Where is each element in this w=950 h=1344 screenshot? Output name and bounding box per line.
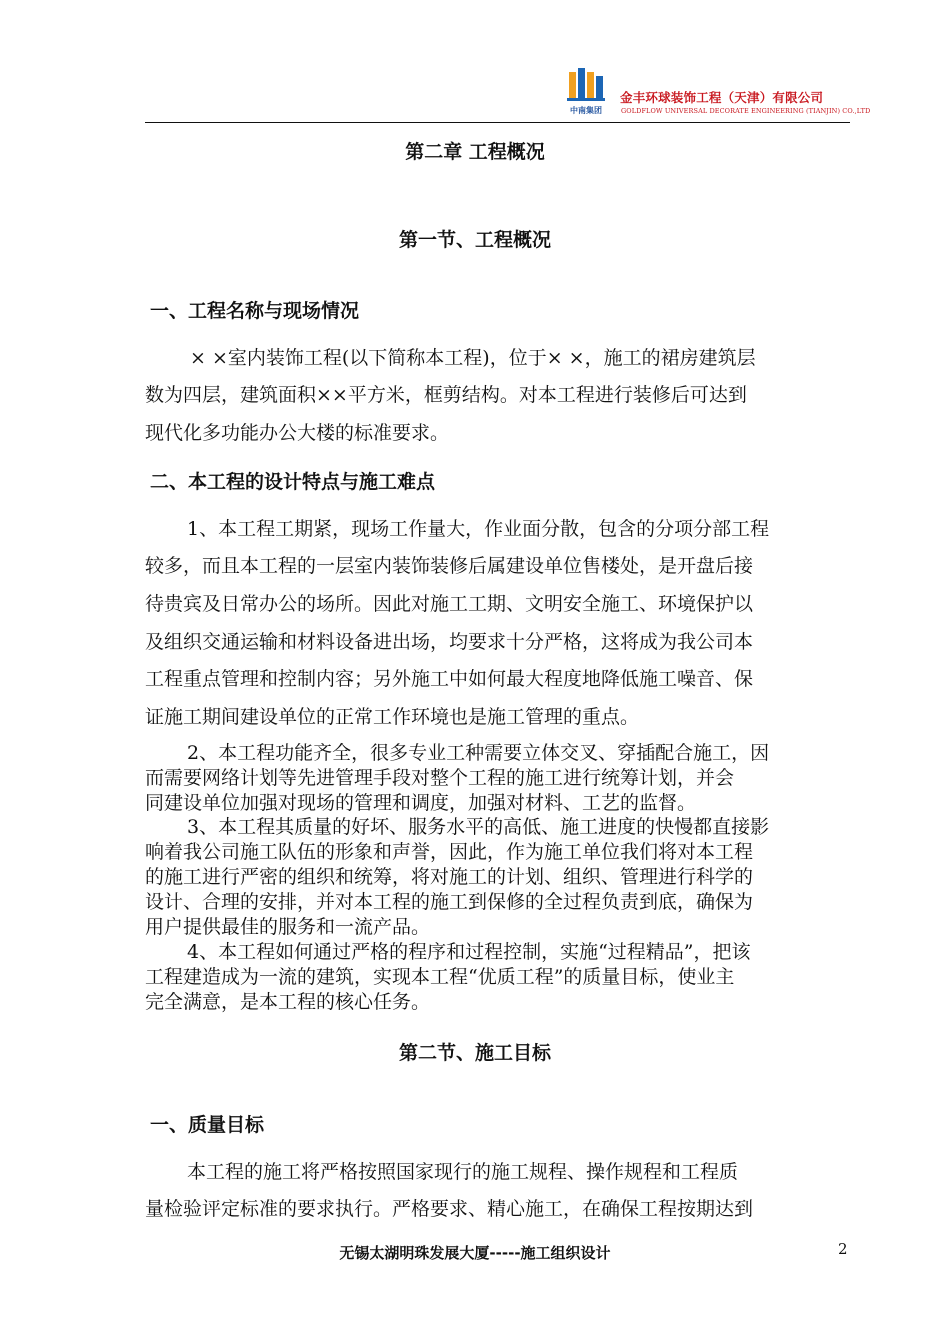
header-divider [145, 122, 850, 123]
chapter-title: 第二章 工程概况 [405, 141, 545, 163]
logo-label: 中南集团 [570, 106, 602, 115]
paragraph-line: 工程建造成为一流的建筑，实现本工程“优质工程”的质量目标，使业主 [145, 966, 735, 988]
paragraph-line: 现代化多功能办公大楼的标准要求。 [145, 422, 450, 444]
footer-document-title: 无锡太湖明珠发展大厦-----施工组织设计 [339, 1244, 611, 1262]
section-2-sub-1-heading: 一、质量目标 [150, 1114, 265, 1136]
paragraph-line: 量检验评定标准的要求执行。严格要求、精心施工，在确保工程按期达到 [145, 1198, 754, 1220]
paragraph-line: 完全满意，是本工程的核心任务。 [145, 991, 431, 1013]
page-number: 2 [838, 1240, 848, 1258]
paragraph-line: 本工程的施工将严格按照国家现行的施工规程、操作规程和工程质 [187, 1161, 739, 1183]
paragraph-line: 及组织交通运输和材料设备进出场，均要求十分严格，这将成为我公司本 [145, 631, 754, 653]
paragraph-line: 同建设单位加强对现场的管理和调度，加强对材料、工艺的监督。 [145, 792, 697, 814]
company-name-en: GOLDFLOW UNIVERSAL DECORATE ENGINEERING (TIANJIN) CO.,LTD [621, 107, 871, 115]
company-logo-icon [563, 66, 613, 122]
paragraph-line: 的施工进行严密的组织和统筹，将对施工的计划、组织、管理进行科学的 [145, 866, 754, 888]
section-1-sub-2-heading: 二、本工程的设计特点与施工难点 [150, 471, 436, 493]
company-name-cn: 金丰环球装饰工程（天津）有限公司 [620, 90, 824, 105]
paragraph-line: 3、本工程其质量的好坏、服务水平的高低、施工进度的快慢都直接影 [187, 816, 770, 838]
paragraph-line: 待贵宾及日常办公的场所。因此对施工工期、文明安全施工、环境保护以 [145, 593, 754, 615]
paragraph-line: 1、本工程工期紧，现场工作量大，作业面分散，包含的分项分部工程 [187, 518, 770, 540]
section-1-sub-1-heading: 一、工程名称与现场情况 [150, 300, 360, 322]
paragraph-line: 证施工期间建设单位的正常工作环境也是施工管理的重点。 [145, 706, 640, 728]
paragraph-line: 较多，而且本工程的一层室内装饰装修后属建设单位售楼处，是开盘后接 [145, 555, 754, 577]
paragraph-line: 而需要网络计划等先进管理手段对整个工程的施工进行统筹计划，并会 [145, 767, 735, 789]
paragraph-line: 响着我公司施工队伍的形象和声誉，因此，作为施工单位我们将对本工程 [145, 841, 754, 863]
paragraph-line: 数为四层，建筑面积××平方米，框剪结构。对本工程进行装修后可达到 [145, 384, 747, 406]
page-header [145, 60, 871, 123]
section-1-title: 第一节、工程概况 [398, 229, 551, 251]
section-2-title: 第二节、施工目标 [398, 1042, 551, 1064]
paragraph-line: 工程重点管理和控制内容；另外施工中如何最大程度地降低施工噪音、保 [145, 668, 754, 690]
paragraph-line: 设计、合理的安排，并对本工程的施工到保修的全过程负责到底，确保为 [145, 891, 754, 913]
paragraph-line: 2、本工程功能齐全，很多专业工种需要立体交叉、穿插配合施工，因 [187, 742, 770, 764]
paragraph-line: × ×室内装饰工程(以下简称本工程)，位于× ×，施工的裙房建筑层 [190, 347, 756, 369]
paragraph-line: 4、本工程如何通过严格的程序和过程控制，实施“过程精品”，把该 [187, 941, 751, 963]
paragraph-line: 用户提供最佳的服务和一流产品。 [145, 916, 431, 938]
